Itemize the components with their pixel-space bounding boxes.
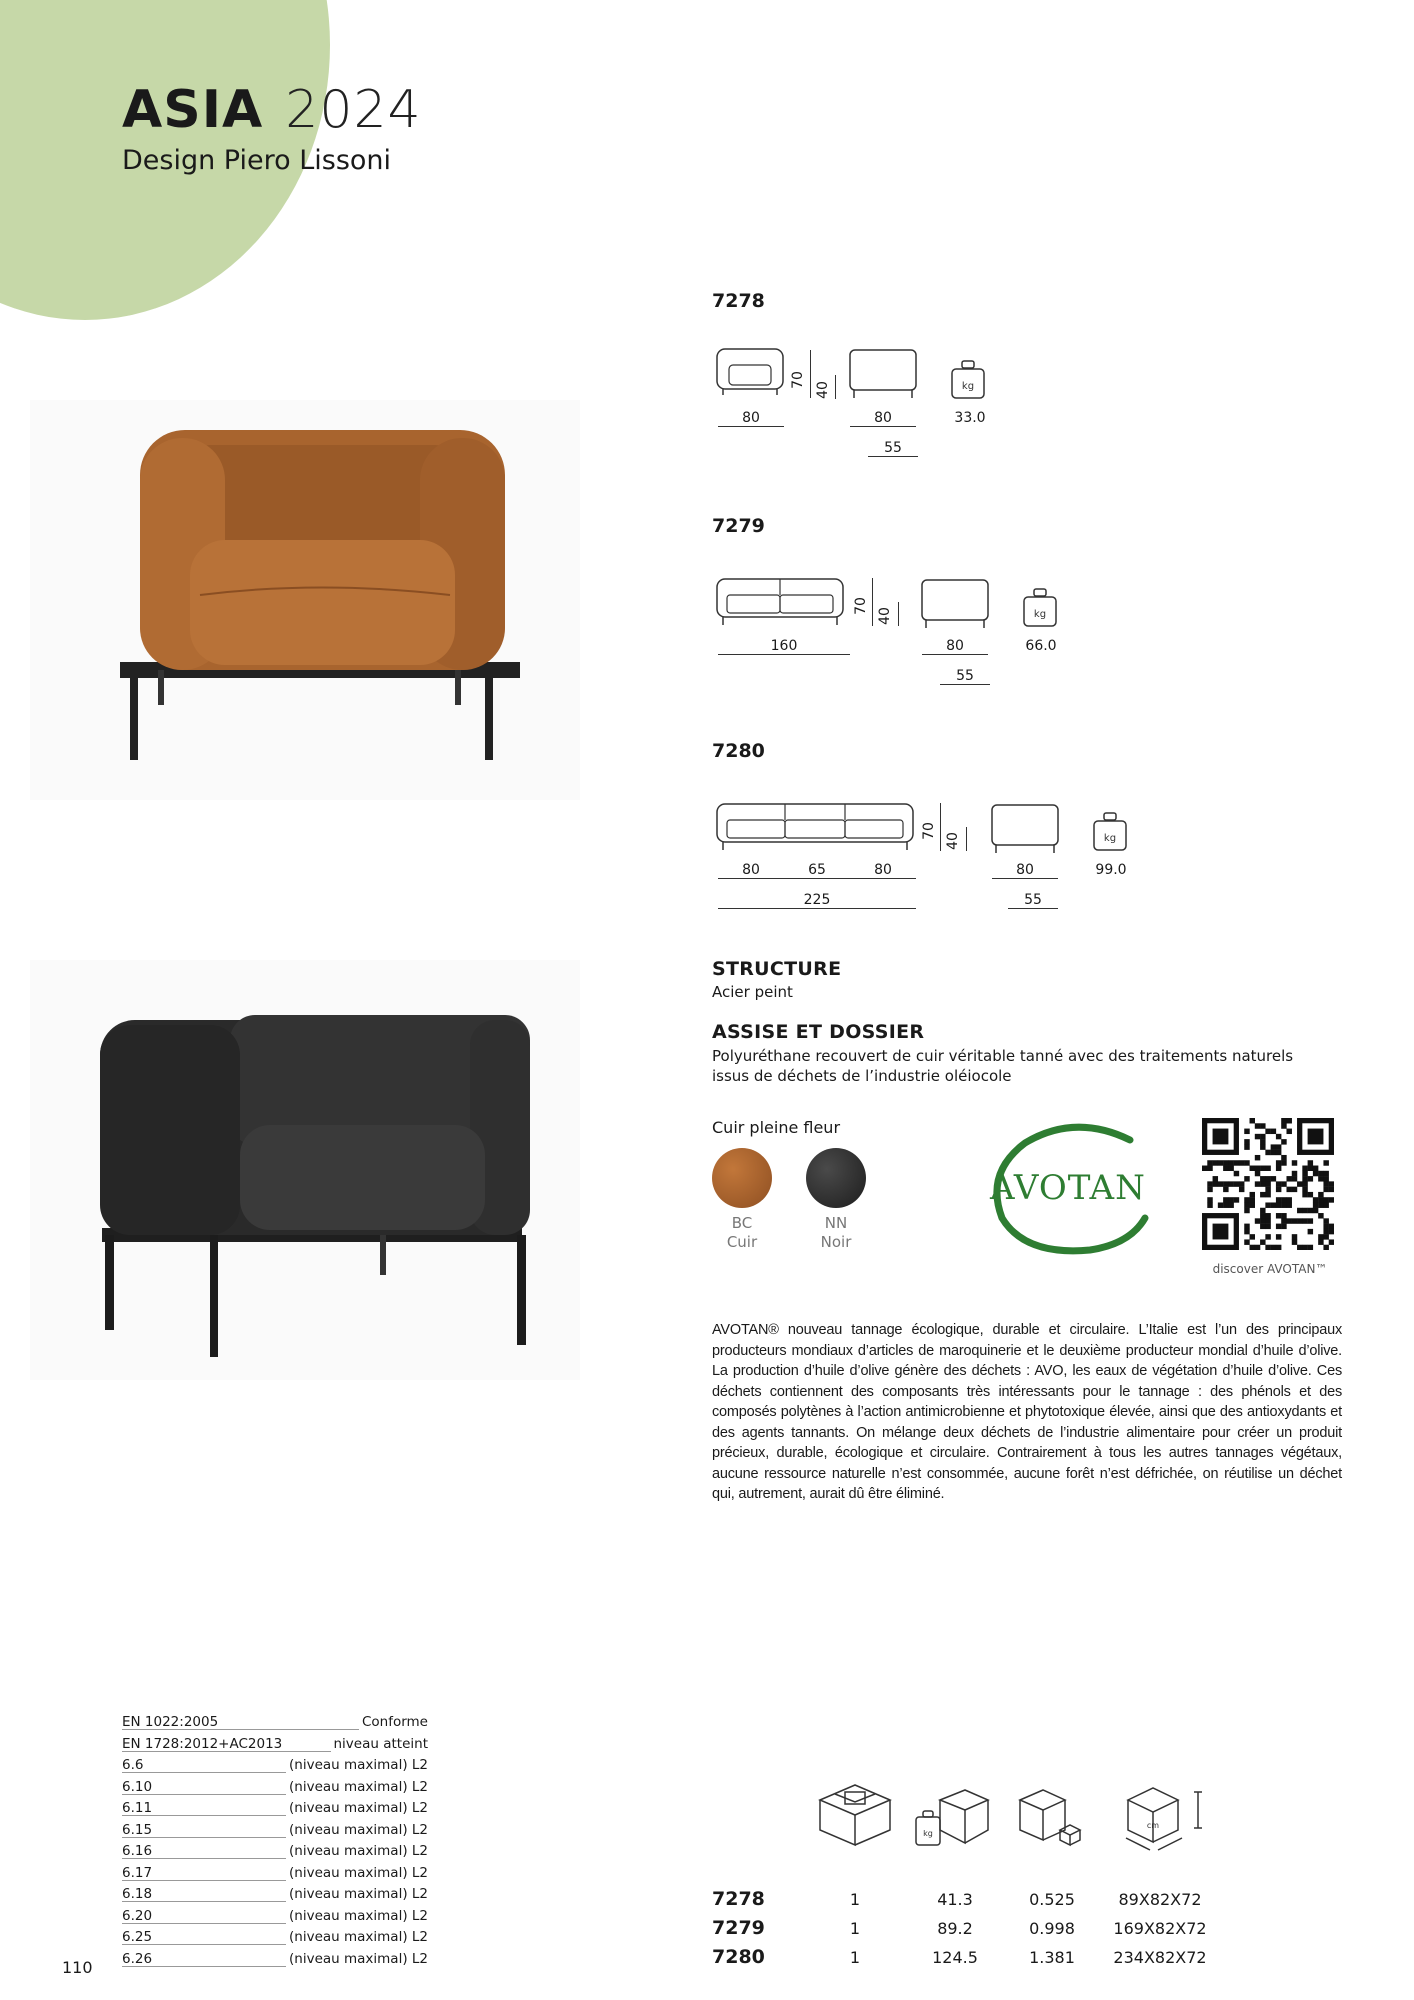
seat-height-dimension: 40: [815, 381, 831, 399]
weight-value: 99.0: [1095, 862, 1127, 878]
svg-text:kg: kg: [923, 1829, 933, 1838]
height-dimension-line: [940, 803, 941, 851]
norm-value: (niveau maximal) L2: [286, 1865, 428, 1881]
model-code-7279: 7279: [712, 515, 765, 537]
norm-key: 6.11: [122, 1800, 153, 1816]
front-view-drawing-7278: [715, 345, 787, 401]
depth-dimension: 80: [850, 410, 916, 427]
pack-gross-weight: 89.2: [937, 1919, 973, 1938]
norm-row: [122, 1908, 428, 1929]
seat-height-dimension-line: [898, 602, 899, 626]
norm-value: (niveau maximal) L2: [286, 1951, 428, 1967]
pack-boxes-count: 1: [849, 1890, 861, 1909]
norm-key: 6.6: [122, 1757, 144, 1773]
height-dimension-line: [810, 350, 811, 398]
seat-depth-dimension: 55: [1008, 892, 1058, 909]
side-view-drawing-7280: [990, 803, 1062, 859]
width-dimension: 225: [718, 892, 916, 909]
discover-avotan-label: discover AVOTAN™: [1212, 1262, 1328, 1276]
side-view-drawing-7279: [920, 578, 992, 634]
norm-row: [122, 1714, 428, 1735]
seat-back-text-line-2: issus de déchets de l’industrie oléiocole: [712, 1067, 1012, 1085]
box-dimensions-icon: [1118, 1780, 1208, 1859]
norm-key: 6.26: [122, 1950, 153, 1967]
norm-key: 6.17: [122, 1864, 153, 1881]
width-dimension: 80: [718, 410, 784, 427]
depth-dimension: 80: [922, 638, 988, 655]
norm-row: [122, 1951, 428, 1972]
norm-value: (niveau maximal) L2: [286, 1779, 428, 1795]
seat-depth-dimension: 55: [868, 440, 918, 457]
volume-icon: [1015, 1785, 1085, 1859]
model-code-7280: 7280: [712, 740, 765, 762]
segment-a-dimension: 80: [718, 862, 784, 879]
seat-height-dimension-line: [966, 827, 967, 851]
weight-value: 33.0: [954, 410, 986, 426]
pack-dimensions: 89X82X72: [1118, 1890, 1202, 1909]
pack-volume: 0.525: [1029, 1890, 1075, 1909]
svg-text:cm: cm: [1146, 1821, 1160, 1830]
norm-key: EN 1728:2012+AC2013: [122, 1735, 283, 1752]
height-dimension: 70: [790, 371, 806, 389]
norm-value: (niveau maximal) L2: [286, 1886, 428, 1902]
seat-height-dimension-line: [835, 375, 836, 399]
structure-title: STRUCTURE: [712, 958, 842, 980]
height-dimension: 70: [853, 597, 869, 615]
pack-gross-weight: 124.5: [932, 1948, 978, 1967]
depth-dimension: 80: [992, 862, 1058, 879]
segment-c-dimension: 80: [850, 862, 916, 879]
side-view-drawing-7278: [848, 348, 920, 404]
norm-value: (niveau maximal) L2: [286, 1908, 428, 1924]
pack-boxes-count: 1: [849, 1919, 861, 1938]
armchair-black-photo: [30, 960, 580, 1380]
designer-credit: Design Piero Lissoni: [122, 145, 392, 176]
seat-back-title: ASSISE ET DOSSIER: [712, 1021, 925, 1043]
norm-value: Conforme: [359, 1714, 428, 1730]
norm-row: [122, 1822, 428, 1843]
seat-back-text-line-1: Polyuréthane recouvert de cuir véritable tanné avec des traitements naturels: [712, 1047, 1294, 1065]
norm-row: [122, 1736, 428, 1757]
svg-text:kg: kg: [1033, 609, 1047, 620]
norm-value: (niveau maximal) L2: [286, 1843, 428, 1859]
armchair-cognac-photo: [30, 400, 580, 800]
svg-text:kg: kg: [961, 381, 975, 392]
seat-depth-dimension: 55: [940, 668, 990, 685]
width-dimension: 160: [718, 638, 850, 655]
page-number: 110: [62, 1958, 93, 1977]
pack-volume: 1.381: [1029, 1948, 1075, 1967]
seat-height-dimension: 40: [945, 832, 961, 850]
weight-icon: [1022, 588, 1058, 632]
front-view-drawing-7279: [715, 575, 847, 631]
swatch-code: NN: [824, 1214, 848, 1232]
model-code-7278: 7278: [712, 290, 765, 312]
norm-key: 6.15: [122, 1821, 153, 1838]
swatch-name: Cuir: [726, 1233, 758, 1251]
norm-row: [122, 1779, 428, 1800]
qr-code-image[interactable]: [1202, 1118, 1334, 1250]
pack-model-code: 7279: [712, 1917, 765, 1939]
avotan-description: AVOTAN® nouveau tannage écologique, durable et circulaire. L’Italie est l’un des principaux producteurs mondiaux d’articles de maroquinerie et le deuxième producteur mondial d’huile d’olive. La production d’huile d’olive génère des déchets : AVO, les eaux de végétation d’huile d’olive. Ces déchets contiennent des composants très intéressants pour le tannage : des phénols et des composés polytènes à l’action antimicrobienne et phytotoxique élevée, ainsi que des antioxydants et des agents tannants. On mélange deux déchets de l’industrie alimentaire pour créer un produit précieux, durable, écologique et circulaire. Contrairement à tous les autres tannages végétaux, aucune ressource naturelle n’est consommée, aucune forêt n’est défrichée, on réutilise un déchet qui, autrement, aurait dû être éliminé.: [712, 1322, 1342, 1502]
pack-boxes-count: 1: [849, 1948, 861, 1967]
weight-icon: [1092, 812, 1128, 856]
norm-value: (niveau maximal) L2: [286, 1757, 428, 1773]
pack-model-code: 7278: [712, 1888, 765, 1910]
structure-text: Acier peint: [712, 983, 793, 1001]
pack-dimensions: 169X82X72: [1113, 1919, 1207, 1938]
boxes-icon: [815, 1780, 895, 1854]
swatch-code: BC: [731, 1214, 753, 1232]
gross-weight-icon: [910, 1785, 990, 1859]
norm-value: (niveau maximal) L2: [286, 1929, 428, 1945]
norm-row: [122, 1929, 428, 1950]
pack-model-code: 7280: [712, 1946, 765, 1968]
pack-volume: 0.998: [1029, 1919, 1075, 1938]
swatch-black[interactable]: [806, 1148, 866, 1208]
norm-row: [122, 1800, 428, 1821]
norm-row: [122, 1757, 428, 1778]
segment-b-dimension: 65: [784, 862, 850, 879]
weight-value: 66.0: [1025, 638, 1057, 654]
swatch-cognac[interactable]: [712, 1148, 772, 1208]
norm-key: 6.20: [122, 1907, 153, 1924]
norm-value: (niveau maximal) L2: [286, 1822, 428, 1838]
norm-key: 6.16: [122, 1843, 153, 1859]
leather-type-label: Cuir pleine fleur: [712, 1118, 841, 1137]
pack-gross-weight: 41.3: [937, 1890, 973, 1909]
height-dimension-line: [872, 578, 873, 626]
page-title: ASIA 2024: [122, 80, 422, 140]
norm-value: (niveau maximal) L2: [286, 1800, 428, 1816]
height-dimension: 70: [921, 822, 937, 840]
svg-text:kg: kg: [1103, 833, 1117, 844]
norm-key: 6.18: [122, 1886, 153, 1902]
swatch-name: Noir: [820, 1233, 852, 1251]
avotan-logo-text: AVOTAN: [990, 1168, 1146, 1208]
pack-dimensions: 234X82X72: [1113, 1948, 1207, 1967]
norm-value: niveau atteint: [331, 1736, 429, 1752]
front-view-drawing-7280: [715, 800, 915, 856]
norm-row: [122, 1886, 428, 1907]
norm-key: 6.10: [122, 1778, 153, 1795]
norm-key: 6.25: [122, 1929, 153, 1945]
norm-row: [122, 1865, 428, 1886]
norm-key: EN 1022:2005: [122, 1714, 219, 1730]
weight-icon: [950, 360, 986, 404]
norm-row: [122, 1843, 428, 1864]
seat-height-dimension: 40: [877, 607, 893, 625]
